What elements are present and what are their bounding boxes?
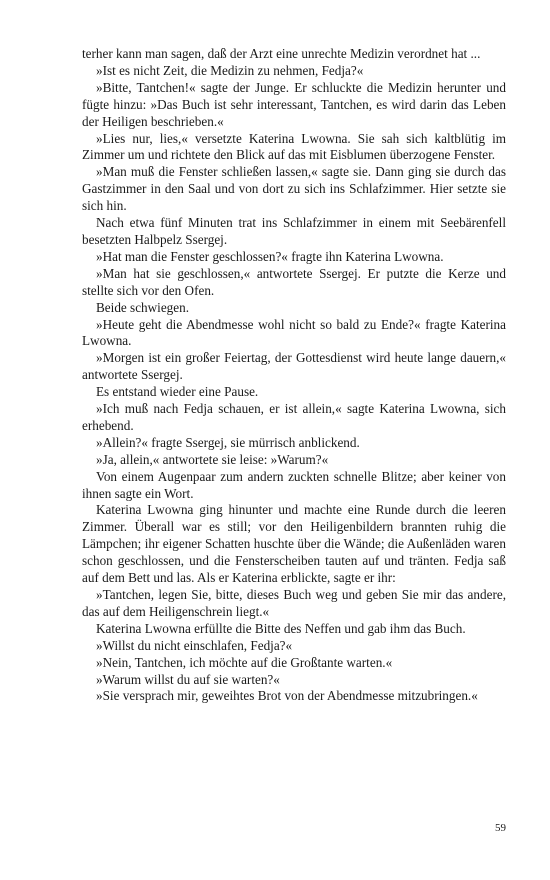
paragraph: »Nein, Tantchen, ich möchte auf die Großtante warten.«	[96, 654, 393, 670]
paragraph: Beide schwiegen.	[96, 299, 190, 315]
paragraph: Katerina Lwowna ging hinunter und machte eine Runde durch die leeren Zimmer. Überall war es still; vor den Heiligenbildern brannten ruhig die Lämpchen; ihr eigener Schatten huschte über die Wände; die Außenläden waren schon geschlossen, und die Fensterscheiben tauten auf und tränten. Fedja saß auf dem Bett und las. Als er Katerina erblickte, sagte er ihr:	[82, 502, 506, 586]
paragraph: »Ist es nicht Zeit, die Medizin zu nehmen, Fedja?«	[96, 62, 364, 78]
paragraph: »Ja, allein,« antwortete sie leise: »Warum?«	[96, 451, 329, 467]
paragraph: »Sie versprach mir, geweihtes Brot von der Abendmesse mitzubringen.«	[96, 688, 478, 704]
paragraph: terher kann man sagen, daß der Arzt eine unrechte Medizin verordnet hat ...	[82, 46, 481, 61]
paragraph: Katerina Lwowna erfüllte die Bitte des Neffen und gab ihm das Buch.	[96, 620, 466, 636]
paragraph: »Warum willst du auf sie warten?«	[96, 671, 280, 687]
paragraph: Von einem Augenpaar zum andern zuckten schnelle Blitze; aber keiner von ihnen sagte ein Wort.	[82, 468, 506, 501]
paragraph: »Heute geht die Abendmesse wohl nicht so bald zu Ende?« fragte Katerina Lwowna.	[82, 316, 506, 349]
paragraph: Es entstand wieder eine Pause.	[96, 384, 259, 400]
paragraph: »Ich muß nach Fedja schauen, er ist allein,« sagte Katerina Lwowna, sich erhebend.	[82, 401, 506, 433]
page-number: 59	[495, 822, 506, 834]
paragraph: Nach etwa fünf Minuten trat ins Schlafzimmer in einem mit Seebärenfell besetzten Halbpelz Ssergej.	[82, 215, 506, 247]
paragraph: »Morgen ist ein großer Feiertag, der Gottesdienst wird heute lange dauern,« antwortete Ssergej.	[82, 350, 506, 383]
paragraph: »Man hat sie geschlossen,« antwortete Ssergej. Er putzte die Kerze und stellte sich vor den Ofen.	[82, 265, 506, 298]
paragraph: »Allein?« fragte Ssergej, sie mürrisch anblickend.	[96, 434, 360, 450]
paragraph: »Lies nur, lies,« versetzte Katerina Lwowna. Sie sah sich kaltblütig im Zimmer um und richtete den Blick auf das mit Eisblumen überzogene Fenster.	[82, 130, 506, 163]
paragraph: »Hat man die Fenster geschlossen?« fragte ihn Katerina Lwowna.	[96, 248, 444, 264]
paragraph: »Bitte, Tantchen!« sagte der Junge. Er schluckte die Medizin herunter und fügte hinzu: »Das Buch ist sehr interessant, Tantchen, es wird darin das Leben der Heiligen beschrieben.«	[82, 79, 506, 129]
paragraph: »Man muß die Fenster schließen lassen,« sagte sie. Dann ging sie durch das Gastzimmer in den Saal und von dort zu sich ins Schlafzimmer. Hier setzte sie sich hin.	[82, 164, 506, 214]
paragraph: »Willst du nicht einschlafen, Fedja?«	[96, 637, 293, 653]
paragraph: »Tantchen, legen Sie, bitte, dieses Buch weg und geben Sie mir das andere, das auf dem Heiligenschrein liegt.«	[82, 587, 506, 619]
page-body	[82, 46, 506, 705]
